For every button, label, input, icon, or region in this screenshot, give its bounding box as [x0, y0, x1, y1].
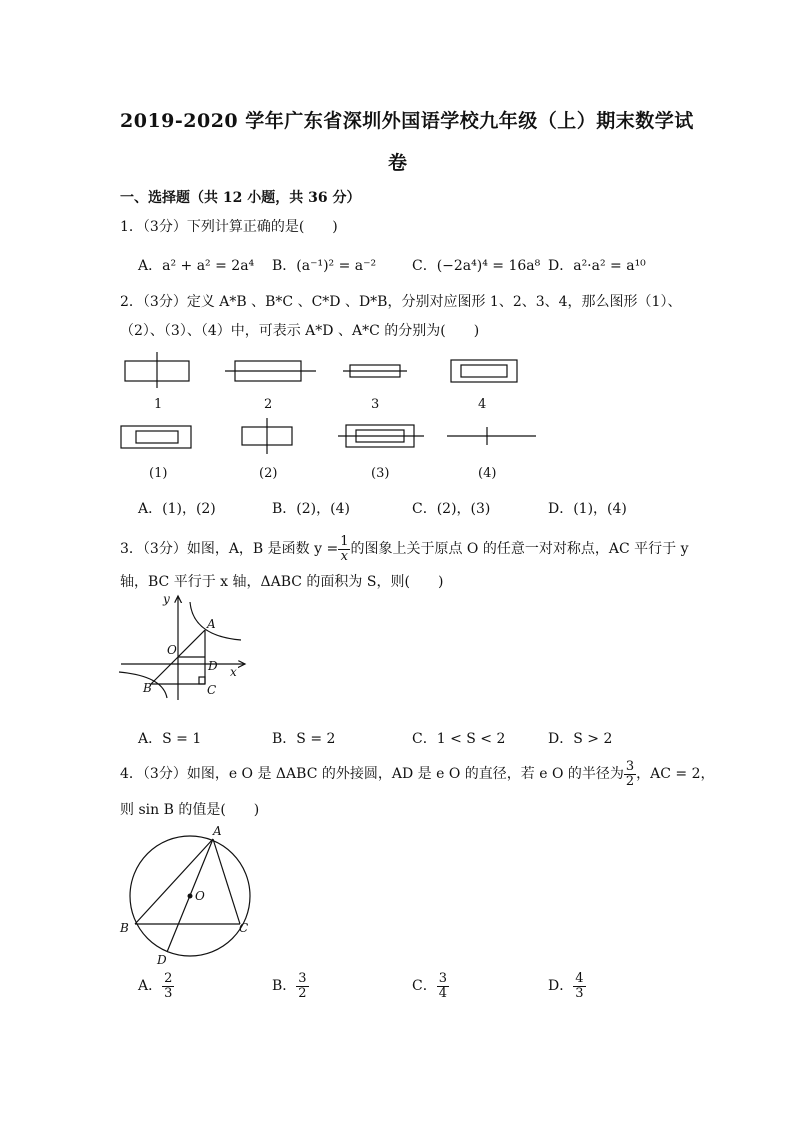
q2-fig-label-paren-4: (4) — [478, 466, 497, 481]
q3-option-c: C．1 < S < 2 — [412, 731, 506, 747]
q4-option-b — [272, 972, 309, 1000]
q3-option-d: D．S > 2 — [548, 731, 613, 747]
q2-figA-outer-rect — [121, 426, 191, 448]
q2-fig-label-4: 4 — [478, 397, 487, 412]
q2-option-a: A．(1)，(2) — [138, 501, 216, 517]
q2-fig-label-paren-2: (2) — [259, 466, 278, 481]
q1-option-a: A．a² + a² = 2a⁴ — [138, 258, 255, 274]
page-title-line1: 2019-2020 学年广东省深圳外国语学校九年级（上）期末数学试 — [120, 110, 694, 132]
q3-label-a: A — [207, 617, 216, 631]
q4-figure — [115, 822, 260, 972]
q1-stem: 1．（3分）下列计算正确的是( ) — [120, 219, 338, 235]
q2-fig-label-paren-1: (1) — [149, 466, 168, 481]
q3-label-x: x — [230, 665, 237, 679]
q4-option-b-label: B． — [272, 978, 297, 995]
section-header: 一、选择题（共 12 小题，共 36 分） — [120, 190, 361, 206]
q3-graph — [115, 588, 255, 703]
q3-stem-part-b: 的图象上关于原点 O 的任意一对对称点，AC 平行于 y — [350, 541, 689, 558]
q4-stem-part-b: ，AC = 2， — [636, 766, 715, 783]
q4-option-d-label: D． — [548, 978, 574, 995]
q1-option-d: D．a²·a² = a¹⁰ — [548, 258, 646, 274]
q2-fig-label-3: 3 — [371, 397, 380, 412]
q3-frac-num: 1 — [340, 534, 349, 549]
q3-frac-den: x — [340, 548, 349, 564]
q4-label-d: D — [157, 953, 167, 967]
q4-label-a: A — [213, 824, 222, 838]
q2-figA-inner-rect — [136, 431, 178, 443]
q2-fig-label-1: 1 — [154, 397, 163, 412]
page-title-line2: 卷 — [388, 152, 408, 174]
q1-option-c: C．(−2a⁴)⁴ = 16a⁸ — [412, 258, 541, 274]
q4-option-a-fraction — [162, 972, 174, 1000]
q3-stem-line2: 轴，BC 平行于 x 轴，ΔABC 的面积为 S，则( ) — [120, 574, 444, 590]
q3-label-b: B — [143, 681, 152, 695]
q4-stem-part-a: 4．（3分）如图，e O 是 ΔABC 的外接圆，AD 是 e O 的直径，若 e O 的半径为 — [120, 766, 624, 783]
q3-label-c: C — [207, 683, 217, 697]
q4-option-a-label: A． — [138, 978, 163, 995]
q4-option-c — [412, 972, 449, 1000]
q4-option-d-num: 4 — [575, 971, 584, 986]
q4-stem-line2: 则 sin B 的值是( ) — [120, 802, 260, 818]
q4-center-point — [188, 894, 193, 899]
q3-label-o: O — [167, 643, 177, 657]
q2-option-b: B．(2)，(4) — [272, 501, 350, 517]
q4-stem-fraction — [624, 760, 636, 788]
q4-option-b-den: 2 — [298, 985, 307, 1001]
q4-option-d — [548, 972, 586, 1000]
q4-option-d-den: 3 — [575, 985, 584, 1001]
q4-line-ac — [213, 839, 240, 924]
q2-fig-label-paren-3: (3) — [371, 466, 390, 481]
q3-stem-fraction — [338, 535, 350, 563]
q3-stem-part-a: 3．（3分）如图，A，B 是函数 y = — [120, 541, 339, 558]
q4-option-c-fraction — [437, 972, 449, 1000]
q2-fig-label-2: 2 — [264, 397, 273, 412]
q4-option-d-fraction — [573, 972, 585, 1000]
q4-option-a — [138, 972, 174, 1000]
q4-option-b-fraction — [296, 972, 308, 1000]
q4-line-ab — [135, 839, 213, 924]
q3-option-b: B．S = 2 — [272, 731, 336, 747]
q3-label-d: D — [208, 659, 218, 673]
q3-right-angle-mark — [199, 677, 205, 684]
q3-stem-line1 — [120, 535, 689, 563]
q4-label-b: B — [120, 921, 129, 935]
q4-option-c-num: 3 — [438, 971, 447, 986]
q1-option-b: B．(a⁻¹)² = a⁻² — [272, 258, 377, 274]
q2-option-c: C．(2)，(3) — [412, 501, 491, 517]
q2-stem-line2: （2）、（3）、（4）中，可表示 A*D 、A*C 的分别为( ) — [120, 323, 480, 339]
q4-option-a-num: 2 — [164, 971, 173, 986]
q2-fig4-inner-rect — [461, 365, 507, 377]
q4-option-c-label: C． — [412, 978, 437, 995]
q2-option-d: D．(1)，(4) — [548, 501, 627, 517]
q4-label-c: C — [239, 921, 249, 935]
q4-frac-num: 3 — [625, 759, 635, 774]
q4-option-b-num: 3 — [298, 971, 307, 986]
q4-label-o: O — [195, 889, 205, 903]
q4-frac-den: 2 — [625, 773, 635, 789]
q4-option-a-den: 3 — [164, 985, 173, 1001]
q4-option-c-den: 4 — [438, 985, 447, 1001]
q4-stem-line1 — [120, 760, 715, 788]
q2-stem-line1: 2．（3分）定义 A*B 、B*C 、C*D 、D*B，分别对应图形 1、2、3、4，那么图形（1）、 — [120, 294, 682, 310]
q3-label-y: y — [163, 592, 170, 606]
q3-option-a: A．S = 1 — [138, 731, 202, 747]
